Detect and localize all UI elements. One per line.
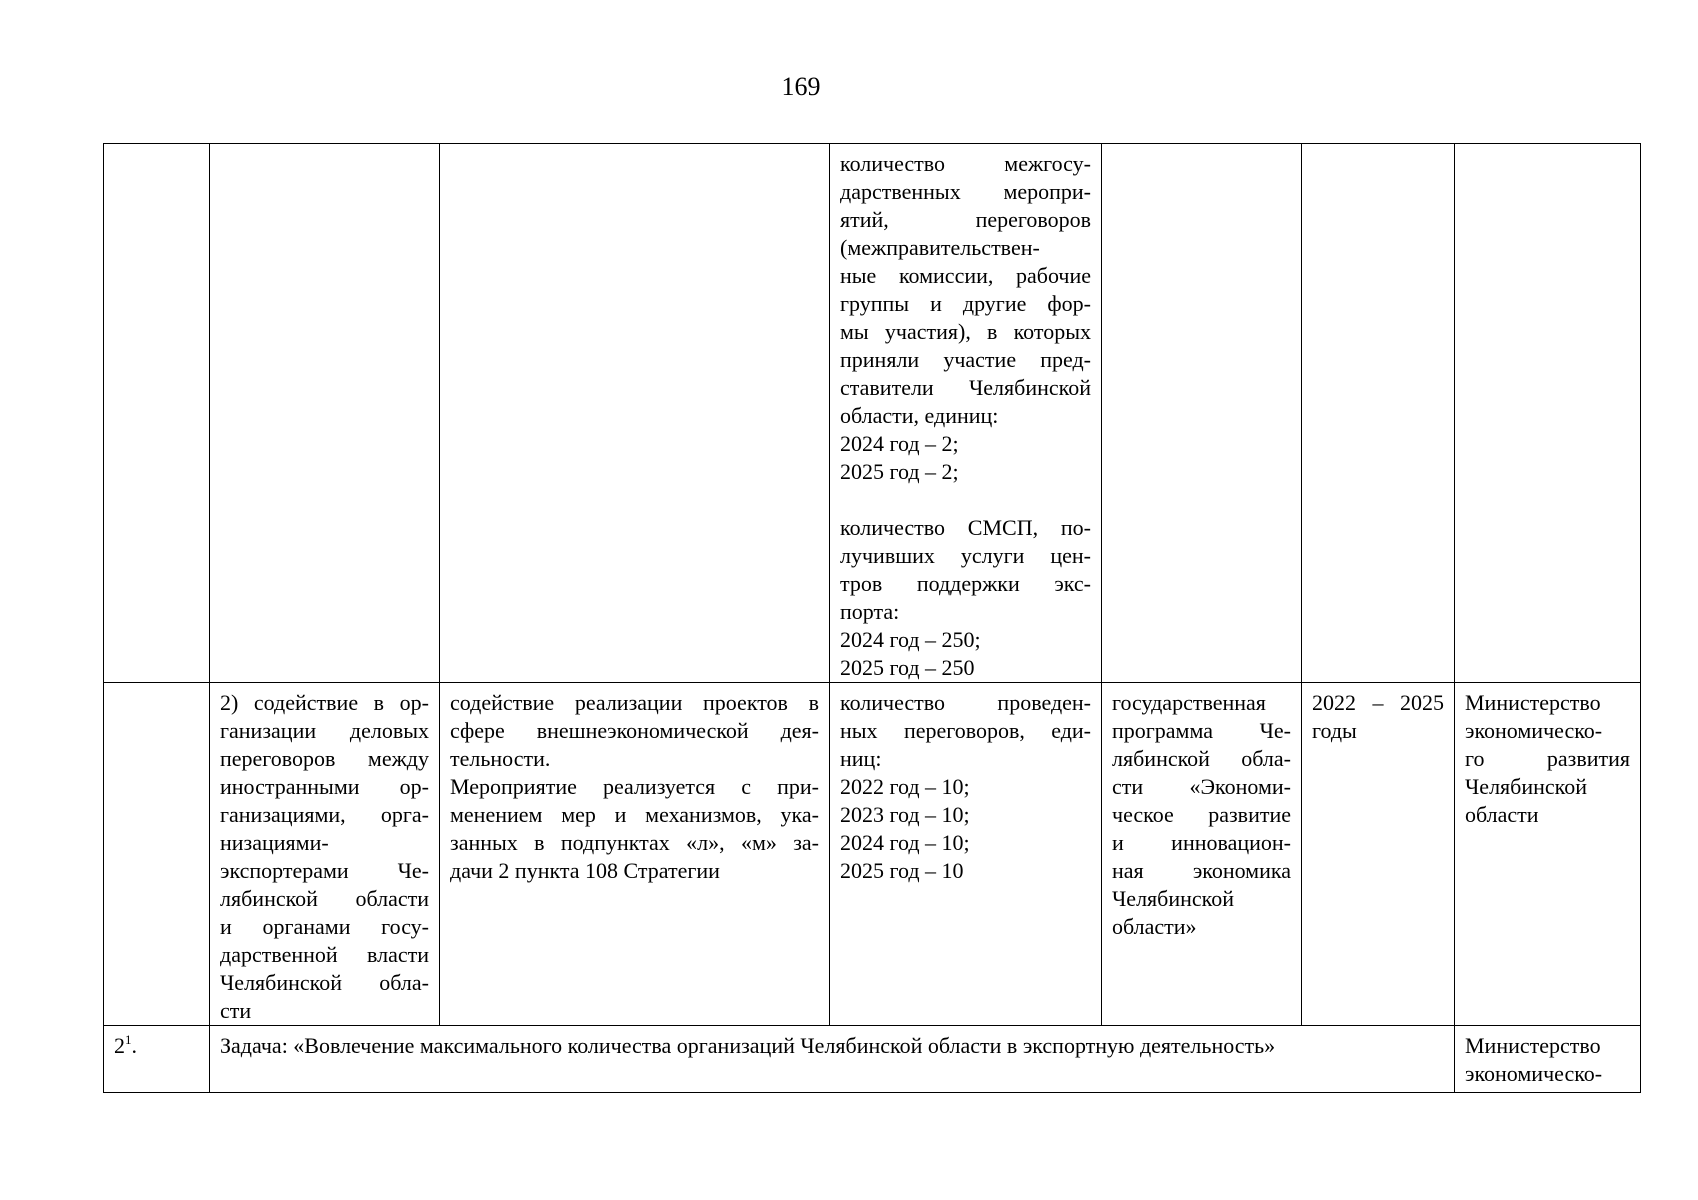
text-line: Мероприятие реализуется с при- bbox=[450, 774, 819, 799]
text-line: сти «Экономи- bbox=[1112, 774, 1291, 799]
period-text bbox=[1312, 689, 1444, 745]
text-line: дарственных меропри- bbox=[840, 179, 1091, 204]
text-line: переговоров между bbox=[220, 746, 429, 771]
text-line: экспортерами Че- bbox=[220, 858, 429, 883]
text-line: ятий, переговоров bbox=[840, 207, 1091, 232]
text-line: Челябинской обла- bbox=[220, 970, 429, 995]
executor-cell bbox=[1455, 683, 1641, 1026]
program-cell bbox=[1102, 683, 1302, 1026]
row-number: 2 bbox=[114, 1033, 125, 1058]
text-line: количество проведен- bbox=[840, 690, 1091, 715]
row-number-suffix: . bbox=[131, 1033, 137, 1058]
table-row bbox=[104, 144, 1641, 683]
text-line: тров поддержки экс- bbox=[840, 571, 1091, 596]
text-line: годы bbox=[1312, 718, 1357, 743]
executor-text bbox=[1465, 689, 1630, 829]
measures-table bbox=[103, 143, 1641, 1093]
text-line: группы и другие фор- bbox=[840, 291, 1091, 316]
text-line: ганизациями, орга- bbox=[220, 802, 429, 827]
text-line: ная экономика bbox=[1112, 858, 1291, 883]
text-line: Министерство bbox=[1465, 690, 1601, 715]
text-line: лябинской обла- bbox=[1112, 746, 1291, 771]
text-line bbox=[840, 486, 1091, 514]
executor-cell bbox=[1455, 1026, 1641, 1093]
program-text bbox=[1112, 689, 1291, 941]
text-line: области, единиц: bbox=[840, 403, 999, 428]
text-line: и инновацион- bbox=[1112, 830, 1291, 855]
text-line: ставители Челябинской bbox=[840, 375, 1091, 400]
indicator-text bbox=[840, 150, 1091, 682]
text-line: содействие реализации проектов в bbox=[450, 690, 819, 715]
task-text: Задача: «Вовлечение максимального количества организаций Челябинской области в экспортную деятельность» bbox=[220, 1033, 1276, 1058]
text-line: го развития bbox=[1465, 746, 1630, 771]
text-line: 2022 год – 10; bbox=[840, 774, 970, 799]
text-line: сфере внешнеэкономической дея- bbox=[450, 718, 819, 743]
text-line: экономическо- bbox=[1465, 718, 1603, 743]
text-line: низациями- bbox=[220, 830, 329, 855]
text-line: 2025 год – 2; bbox=[840, 459, 959, 484]
number-cell bbox=[104, 1026, 210, 1093]
row-number-superscript: 1 bbox=[125, 1032, 132, 1047]
text-line: ниц: bbox=[840, 746, 882, 771]
period-cell bbox=[1302, 144, 1455, 683]
text-line: сти bbox=[220, 998, 252, 1023]
text-line: количество СМСП, по- bbox=[840, 515, 1091, 540]
text-line: Министерство bbox=[1465, 1033, 1601, 1058]
text-line: ганизации деловых bbox=[220, 718, 429, 743]
text-line: и органами госу- bbox=[220, 914, 429, 939]
text-line: (межправительствен- bbox=[840, 235, 1040, 260]
text-line: 2025 год – 10 bbox=[840, 858, 964, 883]
text-line: 2023 год – 10; bbox=[840, 802, 970, 827]
executor-cell bbox=[1455, 144, 1641, 683]
text-line: 2024 год – 2; bbox=[840, 431, 959, 456]
content-text bbox=[450, 689, 819, 885]
text-line: 2025 год – 250 bbox=[840, 655, 975, 680]
number-cell bbox=[104, 144, 210, 683]
indicator-cell bbox=[830, 683, 1102, 1026]
text-line: ные комиссии, рабочие bbox=[840, 263, 1091, 288]
task-cell bbox=[210, 1026, 1455, 1093]
measure-text bbox=[220, 689, 429, 1025]
text-line: дачи 2 пункта 108 Стратегии bbox=[450, 858, 720, 883]
text-line: 2024 год – 10; bbox=[840, 830, 970, 855]
content-cell bbox=[440, 683, 830, 1026]
text-line: программа Че- bbox=[1112, 718, 1291, 743]
text-line: государственная bbox=[1112, 690, 1266, 715]
text-line: приняли участие пред- bbox=[840, 347, 1091, 372]
text-line: ных переговоров, еди- bbox=[840, 718, 1091, 743]
text-line: 2024 год – 250; bbox=[840, 627, 981, 652]
table-row bbox=[104, 683, 1641, 1026]
text-line: мы участия), в которых bbox=[840, 319, 1091, 344]
text-line: порта: bbox=[840, 599, 900, 624]
text-line: ческое развитие bbox=[1112, 802, 1291, 827]
text-line: занных в подпунктах «л», «м» за- bbox=[450, 830, 819, 855]
text-line: иностранными ор- bbox=[220, 774, 429, 799]
measure-cell bbox=[210, 144, 440, 683]
text-line: дарственной власти bbox=[220, 942, 429, 967]
text-line: 2022 – 2025 bbox=[1312, 690, 1444, 715]
text-line: Челябинской bbox=[1112, 886, 1235, 911]
page-number: 169 bbox=[781, 72, 821, 101]
text-line: количество межгосу- bbox=[840, 151, 1091, 176]
executor-text bbox=[1465, 1032, 1630, 1088]
text-line: тельности. bbox=[450, 746, 551, 771]
content-cell bbox=[440, 144, 830, 683]
text-line: области» bbox=[1112, 914, 1197, 939]
text-line: Челябинской bbox=[1465, 774, 1588, 799]
text-line: лучивших услуги цен- bbox=[840, 543, 1091, 568]
table-row bbox=[104, 1026, 1641, 1093]
program-cell bbox=[1102, 144, 1302, 683]
text-line: менением мер и механизмов, ука- bbox=[450, 802, 819, 827]
number-cell bbox=[104, 683, 210, 1026]
indicator-text bbox=[840, 689, 1091, 885]
text-line: экономическо- bbox=[1465, 1061, 1603, 1086]
text-line: 2) содействие в ор- bbox=[220, 690, 429, 715]
measure-cell bbox=[210, 683, 440, 1026]
text-line: лябинской области bbox=[220, 886, 429, 911]
period-cell bbox=[1302, 683, 1455, 1026]
indicator-cell bbox=[830, 144, 1102, 683]
text-line: области bbox=[1465, 802, 1539, 827]
